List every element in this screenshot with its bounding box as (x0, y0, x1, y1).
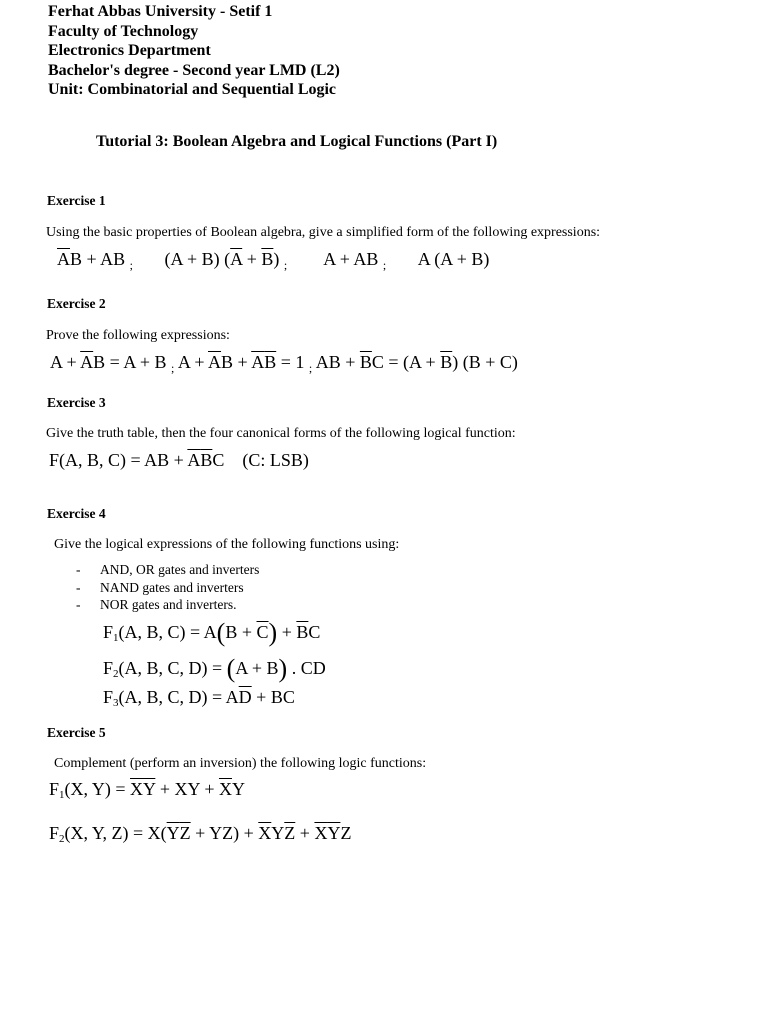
exercise-5-function-f2: $F_2(X$, Y, $Z) = X(\overline{Y}\overline{Z} + YZ) + \overline{X}Y\overline{Z} + \overline{X}\overline{Y}Z$ (49, 823, 352, 845)
header-unit: Unit: Combinatorial and Sequential Logic (48, 81, 337, 98)
exercise-4-title: Exercise 4 (47, 506, 106, 521)
header-university: Ferhat Abbas University - Setif 1 (48, 3, 273, 20)
header-degree: Bachelor's degree - Second year LMD (L2) (48, 61, 340, 79)
exercise-4-function-f1: $F_1(A$, B, $C) = A(B + \overline{C}) + \overline{B}C$ (103, 618, 321, 647)
list-item: - NAND gates and inverters (76, 579, 244, 595)
exercise-2-instruction: Prove the following expressions: (46, 328, 230, 343)
exercise-3-function: F(A, B, C) = AB + $\overline{A}\overline{B}C$ (C: LSB) (49, 450, 309, 470)
header-faculty: Faculty of Technology (48, 22, 199, 40)
exercise-3-instruction: Give the truth table, then the four canonical forms of the following logical function: (46, 426, 516, 441)
exercise-4-function-f3: $F_3(A$, B, C, $D) = A\overline{D}$ + BC (103, 687, 295, 709)
exercise-4-gate-list (76, 561, 259, 614)
exercise-2-title: Exercise 2 (47, 296, 106, 311)
exercise-5-instruction: Complement (perform an inversion) the following logic functions: (54, 756, 427, 771)
exercise-1-instruction: Using the basic properties of Boolean algebra, give a simplified form of the following expressions: (46, 225, 601, 240)
exercise-5-title: Exercise 5 (47, 725, 106, 740)
exercise-1-title: Exercise 1 (47, 193, 106, 208)
exercise-5-function-f1: $F_1(X$, $Y) = \overline{X}\overline{Y}$ + XY + $\overline{X}Y$ (49, 779, 245, 801)
exercise-1-expressions: $\overline{A}B$ + AB $_;$ (A + B) $(\overline{A} + \overline{B})$ $_;$ A + AB $_;$ A (A + B) (57, 249, 490, 272)
exercise-3-note: (C: LSB) (242, 450, 309, 470)
list-item: - AND, OR gates and inverters (76, 562, 260, 577)
exercise-4-instruction: Give the logical expressions of the following functions using: (54, 537, 400, 552)
tutorial-title: Tutorial 3: Boolean Algebra and Logical Functions (Part I) (96, 133, 498, 150)
exercise-4-function-f2: $F_2(A$, B, C, D) = (A + B) . CD (103, 654, 326, 683)
list-item: - NOR gates and inverters. (76, 597, 237, 612)
exercise-2-expressions: $A + \overline{A}B = A + B$ $_;$ $A + \overline{A}B + \overline{A}\overline{B} = 1$ $_;$ AB + $\overline{B}C = (A + \overline{B}) (B + C)$ (50, 352, 518, 375)
document-header (48, 2, 340, 100)
exercise-3-title: Exercise 3 (47, 395, 106, 410)
header-department: Electronics Department (48, 42, 211, 59)
